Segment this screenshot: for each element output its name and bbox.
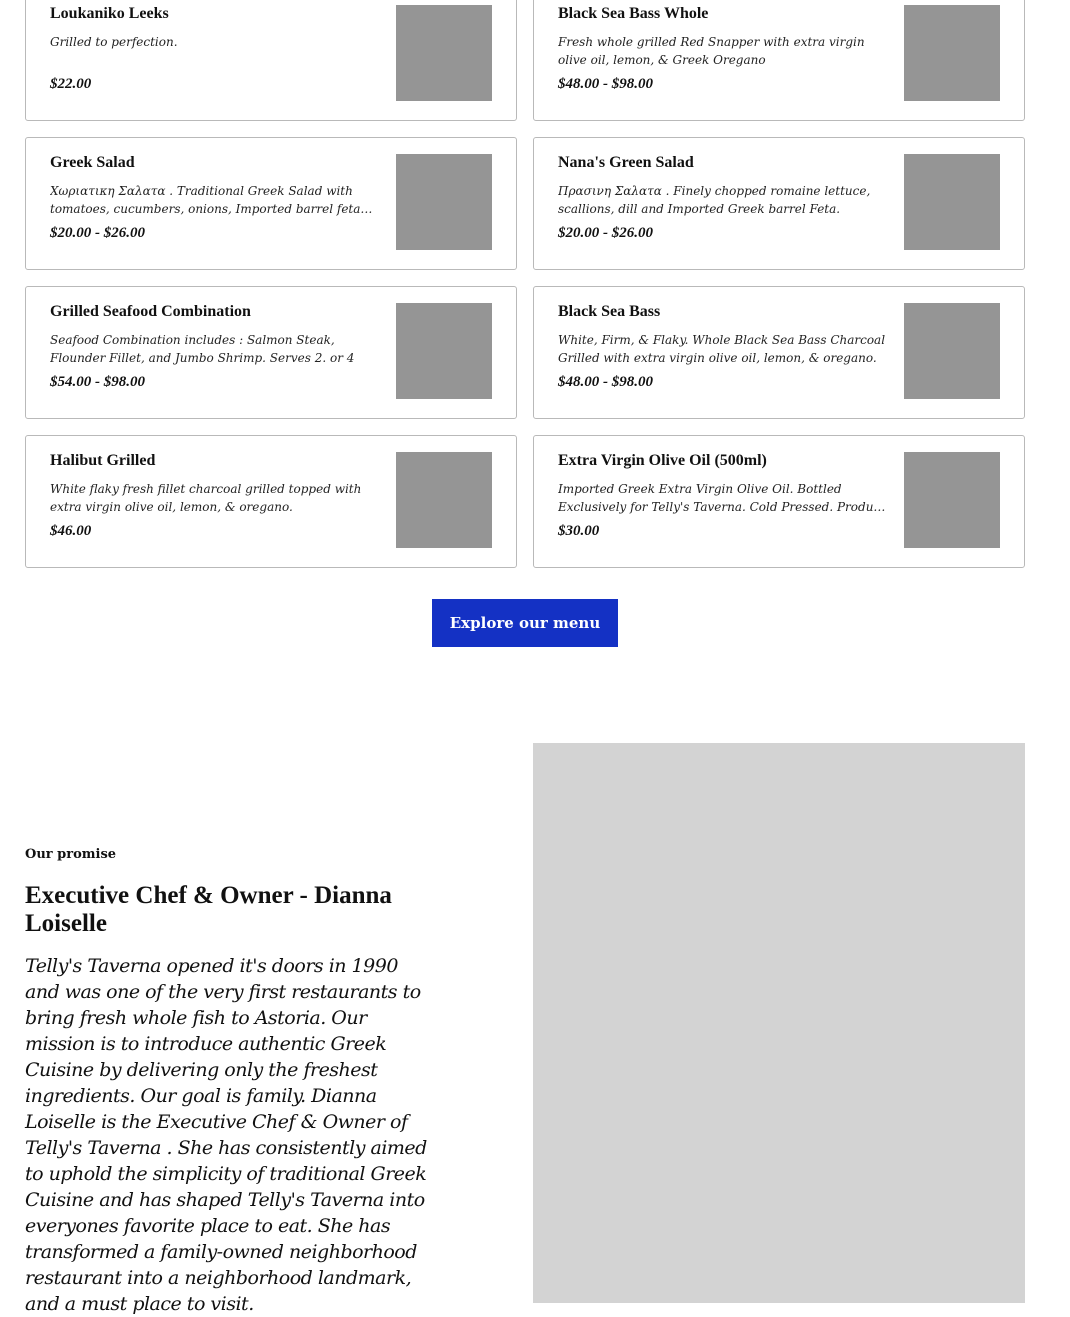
menu-item-name: Black Sea Bass (558, 303, 661, 320)
menu-item-price: $30.00 (558, 523, 600, 539)
promise-body: Telly's Taverna opened it's doors in 1990 and was one of the very first restaurants to bring fresh whole fish to Astoria. Our mission is to introduce authentic Greek Cuisine by delivering only the freshest ingredients. Our goal is family. Dianna Loiselle is the Executive Chef & Owner of Telly's Taverna . She has consistently aimed to uphold the simplicity of traditional Greek Cuisine and has shaped Telly's Taverna into everyones favorite place to eat. She has transformed a family-owned neighborhood restaurant into a neighborhood landmark, and a must place to visit. (25, 955, 427, 1315)
menu-item-price: $48.00 - $98.00 (558, 374, 653, 390)
menu-item-info (558, 301, 892, 392)
menu-item-price: $20.00 - $26.00 (558, 225, 653, 241)
menu-item-description: Imported Greek Extra Virgin Olive Oil. Bottled Exclusively for Telly's Taverna. Cold Pressed. Product (558, 482, 885, 514)
menu-item-card[interactable] (25, 286, 517, 419)
menu-item-image (904, 303, 1000, 399)
menu-item-price: $22.00 (50, 76, 92, 92)
menu-item-description: Fresh whole grilled Red Snapper with extra virgin olive oil, lemon, & Greek Oregano (558, 35, 865, 67)
menu-item-price: $54.00 - $98.00 (50, 374, 145, 390)
menu-item-image (396, 452, 492, 548)
chef-photo (533, 743, 1025, 1303)
menu-item-description: White, Firm, & Flaky. Whole Black Sea Bass Charcoal Grilled with extra virgin olive oil, lemon, & oregano. (558, 333, 886, 365)
menu-item-price: $46.00 (50, 523, 92, 539)
menu-item-card[interactable] (25, 435, 517, 568)
menu-item-name: Grilled Seafood Combination (50, 303, 251, 320)
menu-items-grid (25, 0, 1025, 568)
menu-item-description: Πρασινη Σαλατα . Finely chopped romaine lettuce, scallions, dill and Imported Greek barrel Feta. (558, 184, 871, 216)
menu-item-card[interactable] (25, 137, 517, 270)
explore-menu-button[interactable]: Explore our menu (432, 599, 618, 647)
menu-item-image (904, 452, 1000, 548)
menu-item-image (904, 154, 1000, 250)
menu-item-card[interactable] (533, 0, 1025, 121)
menu-item-card[interactable] (533, 286, 1025, 419)
menu-item-info (50, 450, 384, 541)
menu-item-name: Nana's Green Salad (558, 154, 694, 171)
menu-item-description: Χωριατικη Σαλατα . Traditional Greek Salad with tomatoes, cucumbers, onions, Imported barrel feta (50, 184, 361, 216)
menu-item-info (50, 152, 384, 243)
menu-item-name: Greek Salad (50, 154, 135, 171)
menu-item-card[interactable] (533, 435, 1025, 568)
menu-item-description: Grilled to perfection. (50, 35, 178, 49)
menu-item-price: $48.00 - $98.00 (558, 76, 653, 92)
menu-item-description: White flaky fresh fillet charcoal grilled topped with extra virgin olive oil, lemon, & oregano. (50, 482, 362, 514)
menu-item-info (50, 3, 384, 94)
menu-item-card[interactable] (25, 0, 517, 121)
menu-item-info (558, 152, 892, 243)
menu-item-card[interactable] (533, 137, 1025, 270)
promise-kicker: Our promise (25, 847, 117, 862)
menu-item-name: Black Sea Bass Whole (558, 5, 709, 22)
menu-item-info (558, 450, 892, 541)
menu-item-name: Halibut Grilled (50, 452, 156, 469)
menu-item-name: Extra Virgin Olive Oil (500ml) (558, 452, 767, 469)
menu-item-price: $20.00 - $26.00 (50, 225, 145, 241)
menu-item-image (396, 154, 492, 250)
menu-item-image (396, 5, 492, 101)
menu-item-description: Seafood Combination includes : Salmon Steak, Flounder Fillet, and Jumbo Shrimp. Serves 2. or 4 (50, 333, 355, 365)
menu-item-info (558, 3, 892, 94)
menu-item-name: Loukaniko Leeks (50, 5, 169, 22)
menu-item-image (396, 303, 492, 399)
menu-item-info (50, 301, 384, 392)
promise-heading: Executive Chef & Owner - Dianna Loiselle (25, 882, 392, 937)
menu-item-image (904, 5, 1000, 101)
promise-section (25, 846, 435, 1317)
